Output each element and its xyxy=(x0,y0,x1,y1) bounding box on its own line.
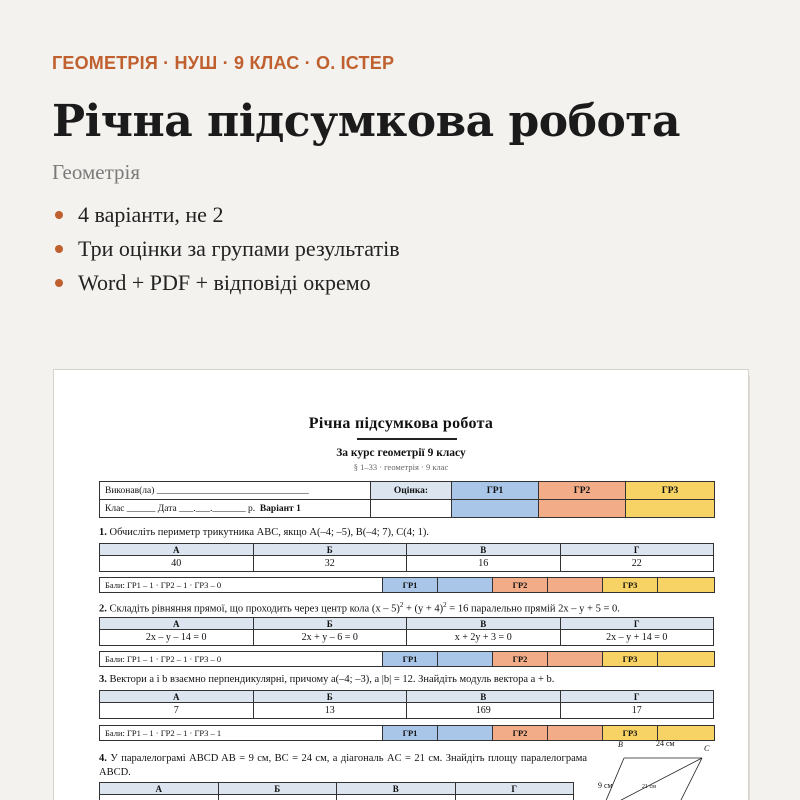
option-c-value[interactable]: 169 xyxy=(407,703,561,719)
feature-text: Три оцінки за групами результатів xyxy=(78,236,400,261)
task-number: 4. xyxy=(99,753,107,764)
option-d-label: Г xyxy=(560,691,714,703)
option-b-label: Б xyxy=(253,618,407,630)
worksheet-scope: § 1–33 · геометрія · 9 клас xyxy=(353,462,449,472)
gr3-grade-cell[interactable] xyxy=(626,500,715,518)
gr1-grade-cell[interactable] xyxy=(452,500,539,518)
side-ab-label: 9 см xyxy=(598,781,613,790)
option-c-value[interactable]: 16 xyxy=(407,556,561,572)
gr3-score-cell[interactable] xyxy=(658,652,715,667)
task-2-scores xyxy=(99,651,715,667)
option-b-value[interactable]: 13 xyxy=(253,703,407,719)
option-b-label: Б xyxy=(253,691,407,703)
option-b-value[interactable]: 2x + y – 6 = 0 xyxy=(253,630,407,646)
option-d-value[interactable]: 2x – y + 14 = 0 xyxy=(560,630,714,646)
gr2-score-cell[interactable] xyxy=(548,578,603,593)
option-b-label: Б xyxy=(253,544,407,556)
feature-text: Word + PDF + відповіді окремо xyxy=(78,270,371,295)
gr1-score-label: ГР1 xyxy=(383,652,438,667)
exponent: 2 xyxy=(443,601,447,609)
gr2-score-label: ГР2 xyxy=(493,652,548,667)
feature-text: 4 варіанти, не 2 xyxy=(78,202,224,227)
task-number: 2. xyxy=(99,603,107,615)
side-bc-label: 24 см xyxy=(656,739,675,748)
gr3-score-label: ГР3 xyxy=(603,726,658,741)
gr2-score-cell[interactable] xyxy=(548,726,603,741)
worksheet-title: Річна підсумкова робота xyxy=(308,415,494,432)
task-question: У паралелограмі ABCD AB = 9 см, BC = 24 см, а діагональ AC = 21 см. Знайдіть площу паралелограма ABCD. xyxy=(99,753,587,778)
class-date-text: Клас ______ Дата ___.___._______ р. xyxy=(105,503,256,514)
subject-kicker: ГЕОМЕТРІЯ · НУШ · 9 КЛАС · О. ІСТЕР xyxy=(52,53,395,73)
task-question: Обчисліть периметр трикутника ABC, якщо A(–4; –5), B(–4; 7), C(4; 1). xyxy=(109,527,429,538)
task-question: = 16 паралельно прямій 2x – y + 5 = 0. xyxy=(446,603,620,615)
feature-item xyxy=(52,270,400,304)
option-b-label: Б xyxy=(218,783,337,795)
task-2-text xyxy=(99,601,620,615)
task-4-text xyxy=(99,752,587,780)
gr3-header: ГР3 xyxy=(626,482,715,500)
exponent: 2 xyxy=(399,601,404,609)
option-a-value[interactable] xyxy=(100,795,219,800)
option-b-value[interactable]: 32 xyxy=(253,556,407,572)
task-2-options xyxy=(99,617,714,646)
class-date-field[interactable] xyxy=(100,500,371,518)
gr1-score-cell[interactable] xyxy=(438,578,493,593)
gr2-grade-cell[interactable] xyxy=(539,500,626,518)
option-c-label: В xyxy=(407,544,561,556)
option-c-label: В xyxy=(337,783,456,795)
option-c-value[interactable] xyxy=(337,795,456,800)
option-a-value[interactable]: 40 xyxy=(100,556,254,572)
worksheet-subtitle: За курс геометрії 9 класу xyxy=(336,447,466,459)
vertex-c-label: C xyxy=(704,744,710,753)
task-number: 3. xyxy=(99,674,107,685)
option-d-label: Г xyxy=(560,618,714,630)
parallelogram-diagram xyxy=(594,750,714,800)
option-d-value[interactable] xyxy=(455,795,574,800)
gr1-score-label: ГР1 xyxy=(383,726,438,741)
task-1-options xyxy=(99,543,714,572)
bullet-dot-icon xyxy=(55,211,63,219)
option-b-value[interactable] xyxy=(218,795,337,800)
scores-text: Бали: ГР1 – 1 · ГР2 – 1 · ГР3 – 0 xyxy=(100,578,383,593)
gr1-header: ГР1 xyxy=(452,482,539,500)
task-3-options xyxy=(99,690,714,719)
option-d-label: Г xyxy=(455,783,574,795)
task-3-text xyxy=(99,674,554,685)
grade-spacer xyxy=(371,500,452,518)
option-d-label: Г xyxy=(560,544,714,556)
gr1-score-cell[interactable] xyxy=(438,652,493,667)
task-3-scores xyxy=(99,725,715,741)
task-1-scores xyxy=(99,577,715,593)
option-a-value[interactable]: 2x – y – 14 = 0 xyxy=(100,630,254,646)
option-a-value[interactable]: 7 xyxy=(100,703,254,719)
option-a-label: А xyxy=(100,691,254,703)
task-question: Вектори a і b взаємно перпендикулярні, причому a(–4; –3), а |b| = 12. Знайдіть модуль вектора a + b. xyxy=(109,674,555,685)
grade-label: Оцінка: xyxy=(371,482,452,500)
performer-field[interactable]: Виконав(ла) ________________________________ xyxy=(100,482,371,500)
bullet-dot-icon xyxy=(55,245,63,253)
page-title: Річна підсумкова робота xyxy=(52,96,681,147)
gr1-score-label: ГР1 xyxy=(383,578,438,593)
option-d-value[interactable]: 22 xyxy=(560,556,714,572)
option-c-label: В xyxy=(407,618,561,630)
task-question: + (y + 4) xyxy=(403,603,444,615)
option-c-label: В xyxy=(407,691,561,703)
bullet-dot-icon xyxy=(55,279,63,287)
gr3-score-label: ГР3 xyxy=(603,578,658,593)
gr3-score-label: ГР3 xyxy=(603,652,658,667)
gr2-header: ГР2 xyxy=(539,482,626,500)
feature-item xyxy=(52,202,400,236)
feature-item xyxy=(52,236,400,270)
page-subtitle: Геометрія xyxy=(52,160,140,184)
student-info-table xyxy=(99,481,715,518)
option-a-label: А xyxy=(100,544,254,556)
diagonal-ac-label: 21 см xyxy=(642,784,656,790)
gr2-score-label: ГР2 xyxy=(493,578,548,593)
gr1-score-cell[interactable] xyxy=(438,726,493,741)
gr2-score-label: ГР2 xyxy=(493,726,548,741)
option-a-label: А xyxy=(100,618,254,630)
feature-list xyxy=(52,202,400,304)
gr3-score-cell[interactable] xyxy=(658,578,715,593)
task-4-options xyxy=(99,782,574,800)
worksheet-preview xyxy=(53,369,749,800)
task-question: Складіть рівняння прямої, що проходить через центр кола (x – 5) xyxy=(109,603,400,615)
option-d-value[interactable]: 17 xyxy=(560,703,714,719)
scores-text: Бали: ГР1 – 1 · ГР2 – 1 · ГР3 – 0 xyxy=(100,652,383,667)
option-c-value[interactable]: x + 2y + 3 = 0 xyxy=(407,630,561,646)
scores-text: Бали: ГР1 – 1 · ГР2 – 1 · ГР3 – 1 xyxy=(100,726,383,741)
task-number: 1. xyxy=(99,527,107,538)
gr2-score-cell[interactable] xyxy=(548,652,603,667)
vertex-b-label: B xyxy=(618,740,623,749)
parallelogram-figure xyxy=(594,739,714,800)
option-a-label: А xyxy=(100,783,219,795)
variant-label: Варіант 1 xyxy=(259,503,301,514)
task-1-text xyxy=(99,527,429,538)
title-underline xyxy=(357,438,457,440)
